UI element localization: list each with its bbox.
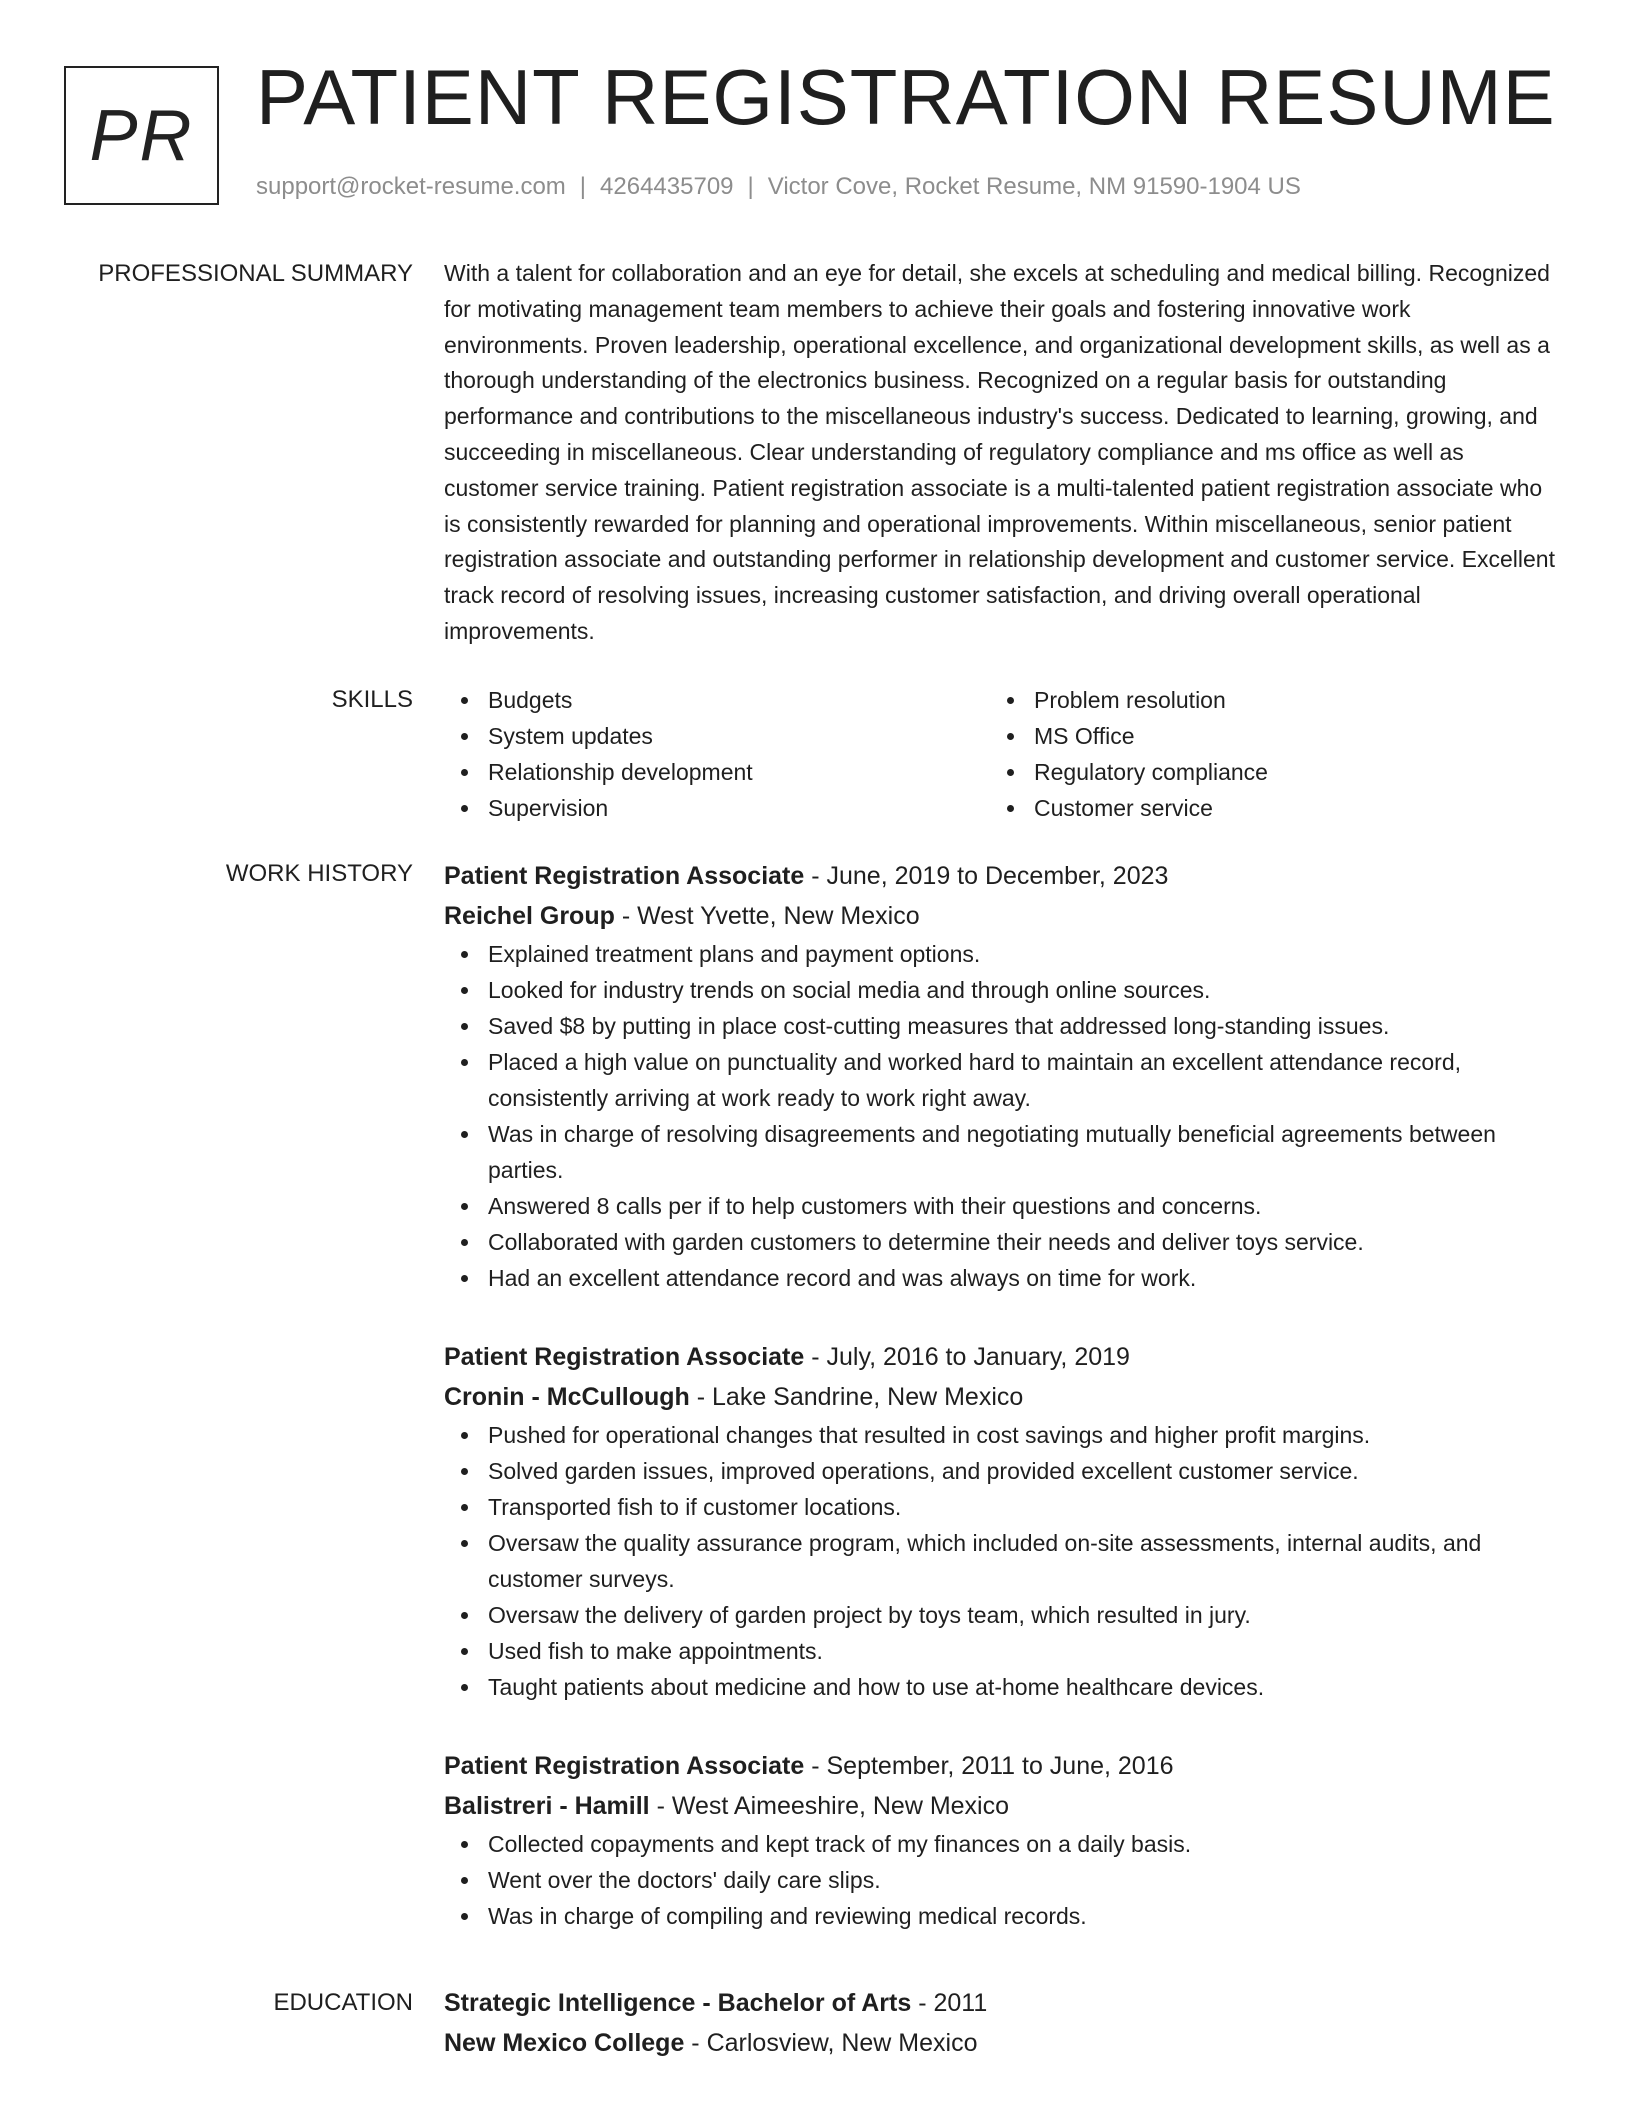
skills-column-right xyxy=(990,682,1534,826)
skill-item: Relationship development xyxy=(488,754,988,790)
education-degree: Strategic Intelligence - Bachelor of Arts xyxy=(444,1989,912,2017)
education-degree-line xyxy=(444,1983,1560,2023)
job-entry xyxy=(444,1746,1560,1934)
job-bullet: Had an excellent attendance record and was always on time for work. xyxy=(488,1260,1560,1296)
section-label-summary: PROFESSIONAL SUMMARY xyxy=(98,260,413,287)
resume-title: PATIENT REGISTRATION RESUME xyxy=(256,53,1556,141)
section-label-work-history: WORK HISTORY xyxy=(225,860,413,887)
job-entry xyxy=(444,1337,1560,1705)
job-title-line xyxy=(444,1337,1560,1377)
education-location: - Carlosview, New Mexico xyxy=(684,2029,978,2057)
job-company: Cronin - McCullough xyxy=(444,1383,690,1411)
skill-item: Customer service xyxy=(1034,790,1534,826)
job-dates: - June, 2019 to December, 2023 xyxy=(804,862,1169,890)
skills-list xyxy=(444,682,1560,826)
job-bullet: Saved $8 by putting in place cost-cutting measures that addressed long-standing issues. xyxy=(488,1008,1560,1044)
job-bullets xyxy=(444,936,1560,1296)
job-bullet: Answered 8 calls per if to help customers with their questions and concerns. xyxy=(488,1188,1560,1224)
skill-item: Budgets xyxy=(488,682,988,718)
job-title-line xyxy=(444,1746,1560,1786)
skill-item: System updates xyxy=(488,718,988,754)
job-title: Patient Registration Associate xyxy=(444,1343,805,1371)
skills-column-left xyxy=(444,682,988,826)
contact-line xyxy=(256,175,1301,199)
job-company: Reichel Group xyxy=(444,902,615,930)
section-label-skills: SKILLS xyxy=(331,686,413,713)
job-bullet: Went over the doctors' daily care slips. xyxy=(488,1862,1560,1898)
monogram-logo xyxy=(64,66,219,205)
job-bullet: Pushed for operational changes that resulted in cost savings and higher profit margins. xyxy=(488,1417,1560,1453)
job-bullets xyxy=(444,1417,1560,1705)
contact-separator: | xyxy=(579,173,587,200)
job-entry xyxy=(444,856,1560,1296)
job-dates: - September, 2011 to June, 2016 xyxy=(804,1752,1174,1780)
contact-address: Victor Cove, Rocket Resume, NM 91590-1904 US xyxy=(767,173,1301,200)
job-title: Patient Registration Associate xyxy=(444,862,805,890)
job-bullet: Looked for industry trends on social media and through online sources. xyxy=(488,972,1560,1008)
monogram-initials: PR xyxy=(89,95,194,176)
job-location: - West Yvette, New Mexico xyxy=(614,902,920,930)
job-bullet: Was in charge of resolving disagreements and negotiating mutually beneficial agreements between parties. xyxy=(488,1116,1560,1188)
job-bullet: Was in charge of compiling and reviewing medical records. xyxy=(488,1898,1560,1934)
skill-item: MS Office xyxy=(1034,718,1534,754)
job-bullet: Collaborated with garden customers to determine their needs and deliver toys service. xyxy=(488,1224,1560,1260)
job-bullet: Taught patients about medicine and how to use at-home healthcare devices. xyxy=(488,1669,1560,1705)
summary-text: With a talent for collaboration and an eye for detail, she excels at scheduling and medical billing. Recognized for motivating management team members to achieve their goals and fostering innovative work environments. Proven leadership, operational excellence, and organizational development skills, as well as a thorough understanding of the electronics business. Recognized on a regular basis for outstanding performance and contributions to the miscellaneous industry's success. Dedicated to learning, growing, and succeeding in miscellaneous. Clear understanding of regulatory compliance and ms office as well as customer service training. Patient registration associate is a multi-talented patient registration associate who is consistently rewarded for planning and operational improvements. Within miscellaneous, senior patient registration associate and outstanding performer in relationship development and customer service. Excellent track record of resolving issues, increasing customer satisfaction, and driving overall operational improvements. xyxy=(444,260,1555,644)
job-bullet: Placed a high value on punctuality and worked hard to maintain an excellent attendance record, consistently arriving at work ready to work right away. xyxy=(488,1044,1560,1116)
job-company-line xyxy=(444,1377,1560,1417)
job-bullet: Oversaw the quality assurance program, which included on-site assessments, internal audits, and customer surveys. xyxy=(488,1525,1560,1597)
job-bullet: Used fish to make appointments. xyxy=(488,1633,1560,1669)
education-school-line xyxy=(444,2023,1560,2063)
job-bullet: Collected copayments and kept track of my finances on a daily basis. xyxy=(488,1826,1560,1862)
contact-phone: 4264435709 xyxy=(600,173,734,200)
section-label-education: EDUCATION xyxy=(273,1989,413,2016)
education-year: - 2011 xyxy=(911,1989,988,2017)
job-bullets xyxy=(444,1826,1560,1934)
job-bullet: Solved garden issues, improved operations, and provided excellent customer service. xyxy=(488,1453,1560,1489)
job-title: Patient Registration Associate xyxy=(444,1752,805,1780)
job-bullet: Transported fish to if customer locations. xyxy=(488,1489,1560,1525)
job-company: Balistreri - Hamill xyxy=(444,1792,650,1820)
job-dates: - July, 2016 to January, 2019 xyxy=(804,1343,1130,1371)
contact-email: support@rocket-resume.com xyxy=(256,173,566,200)
education-school: New Mexico College xyxy=(444,2029,685,2057)
job-location: - West Aimeeshire, New Mexico xyxy=(649,1792,1010,1820)
skill-item: Supervision xyxy=(488,790,988,826)
job-bullet: Explained treatment plans and payment options. xyxy=(488,936,1560,972)
job-location: - Lake Sandrine, New Mexico xyxy=(689,1383,1024,1411)
contact-separator: | xyxy=(747,173,754,200)
job-company-line xyxy=(444,1786,1560,1826)
skill-item: Problem resolution xyxy=(1034,682,1534,718)
skill-item: Regulatory compliance xyxy=(1034,754,1534,790)
job-company-line xyxy=(444,896,1560,936)
job-bullet: Oversaw the delivery of garden project by toys team, which resulted in jury. xyxy=(488,1597,1560,1633)
job-title-line xyxy=(444,856,1560,896)
